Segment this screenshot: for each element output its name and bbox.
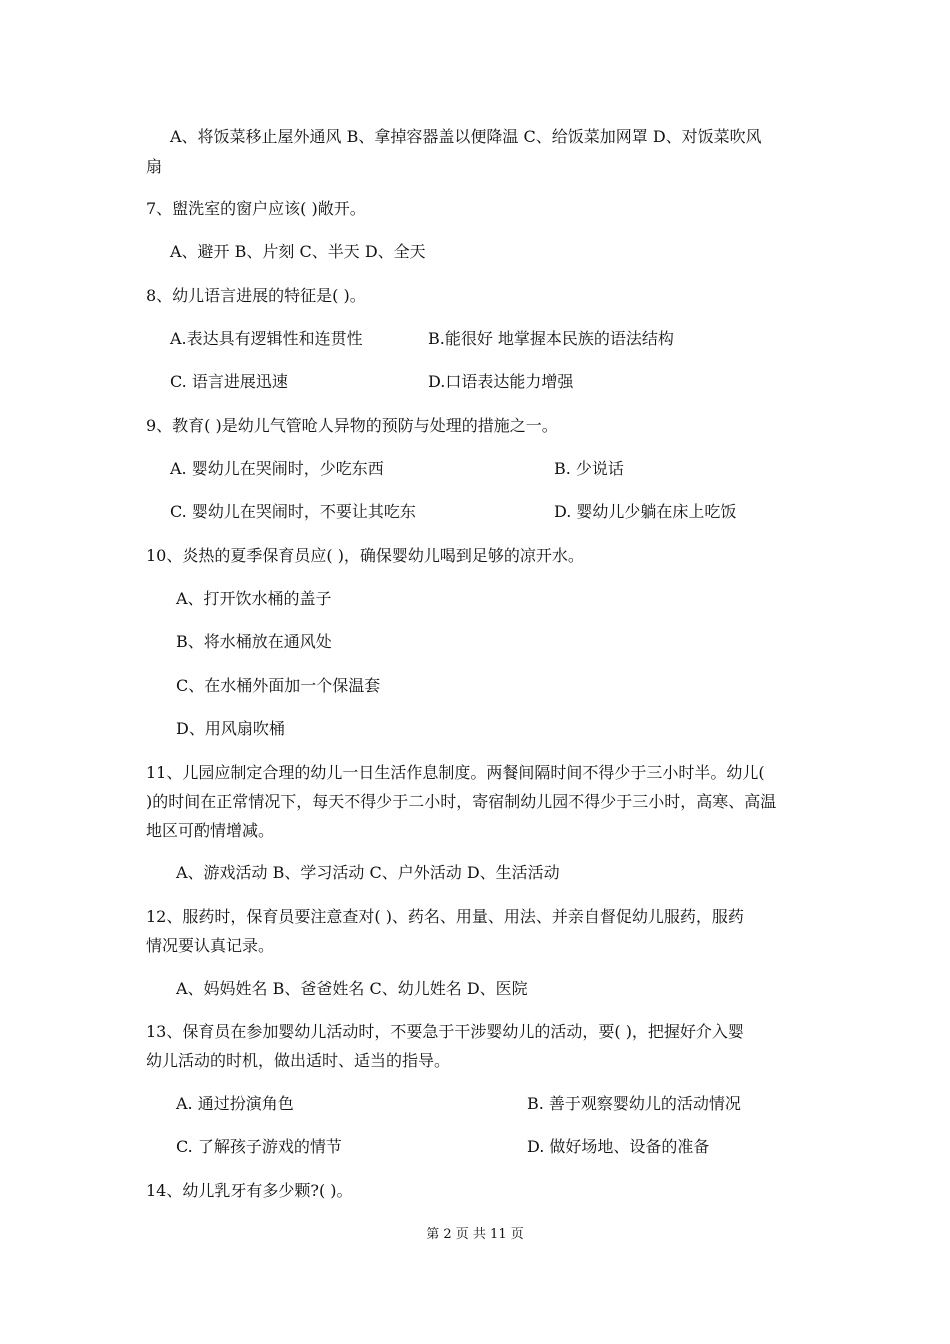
q11-line2: )的时间在正常情况下，每天不得少于二小时，寄宿制幼儿园不得少于三小时，高寒、高温	[146, 792, 777, 811]
q10-option-c: C、在水桶外面加一个保温套	[176, 676, 381, 695]
q14-question: 14、幼儿乳牙有多少颗?( )。	[146, 1181, 353, 1200]
q8-option-c: C. 语言进展迅速	[170, 372, 288, 391]
q8-option-d: D.口语表达能力增强	[428, 372, 574, 391]
q13-option-d: D. 做好场地、设备的准备	[527, 1137, 710, 1156]
q9-option-c: C. 婴幼儿在哭闹时，不要让其吃东	[170, 502, 416, 521]
q7-options: A、避开 B、片刻 C、半天 D、全天	[170, 242, 426, 261]
q10-option-d: D、用风扇吹桶	[176, 719, 285, 738]
q9-option-b: B. 少说话	[554, 459, 624, 478]
q12-options: A、妈妈姓名 B、爸爸姓名 C、幼儿姓名 D、医院	[176, 979, 528, 998]
q13-line2: 幼儿活动的时机，做出适时、适当的指导。	[146, 1051, 451, 1070]
q9-option-a: A. 婴幼儿在哭闹时，少吃东西	[170, 459, 384, 478]
q8-option-b: B.能很好 地掌握本民族的语法结构	[428, 329, 674, 348]
q8-option-a: A.表达具有逻辑性和连贯性	[170, 329, 363, 348]
q13-option-a: A. 通过扮演角色	[176, 1094, 294, 1113]
q13-line1: 13、保育员在参加婴幼儿活动时，不要急于干涉婴幼儿的活动，要( )，把握好介入婴	[146, 1022, 744, 1041]
q12-line2: 情况要认真记录。	[146, 936, 275, 955]
q11-line1: 11、儿园应制定合理的幼儿一日生活作息制度。两餐间隔时间不得少于三小时半。幼儿(	[146, 763, 765, 782]
q10-option-b: B、将水桶放在通风处	[176, 632, 332, 651]
q9-option-d: D. 婴幼儿少躺在床上吃饭	[554, 502, 737, 521]
q6-options-line1: A、将饭菜移止屋外通风 B、拿掉容器盖以便降温 C、给饭菜加网罩 D、对饭菜吹风	[170, 127, 762, 146]
q10-question: 10、炎热的夏季保育员应( )，确保婴幼儿喝到足够的凉开水。	[146, 546, 584, 565]
q13-option-c: C. 了解孩子游戏的情节	[176, 1137, 342, 1156]
q8-question: 8、幼儿语言进展的特征是( )。	[146, 286, 366, 305]
q11-line3: 地区可酌情增减。	[146, 821, 275, 840]
q9-question: 9、教育( )是幼儿气管呛人异物的预防与处理的措施之一。	[146, 416, 558, 435]
q11-options: A、游戏活动 B、学习活动 C、户外活动 D、生活活动	[176, 863, 560, 882]
q12-line1: 12、服药时，保育员要注意查对( )、药名、用量、用法、并亲自督促幼儿服药，服药	[146, 907, 744, 926]
q13-option-b: B. 善于观察婴幼儿的活动情况	[527, 1094, 741, 1113]
q10-option-a: A、打开饮水桶的盖子	[176, 589, 332, 608]
q6-options-line2: 扇	[146, 157, 163, 176]
q7-question: 7、盥洗室的窗户应该( )敞开。	[146, 199, 366, 218]
page-footer: 第 2 页 共 11 页	[426, 1227, 524, 1242]
